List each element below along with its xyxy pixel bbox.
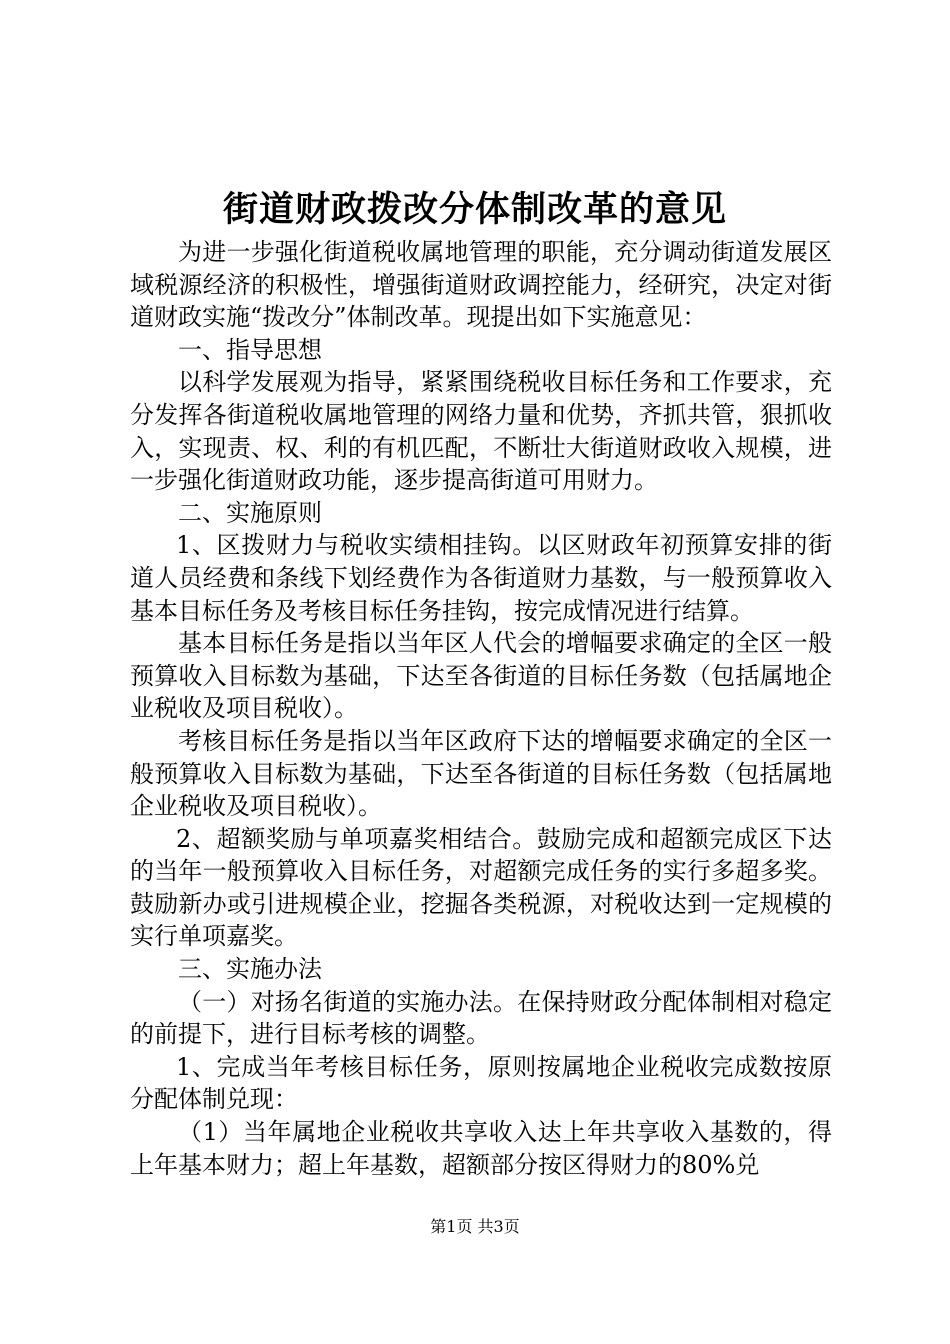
page-footer: 第1页 共3页	[430, 1217, 520, 1236]
basic-target-paragraph: 基本目标任务是指以当年区人代会的增幅要求确定的全区一般预算收入目标数为基础，下达至各街道的目标任务数（包括属地企业税收及项目税收）。	[130, 629, 832, 723]
method-1-paragraph: （一）对扬名街道的实施办法。在保持财政分配体制相对稳定的前提下，进行目标考核的调整。	[130, 987, 832, 1049]
document-body	[130, 236, 832, 1181]
section-heading-methods: 三、实施办法	[178, 955, 322, 984]
document-title: 街道财政拨改分体制改革的意见	[222, 189, 727, 230]
principle-1-paragraph: 1、区拨财力与税收实绩相挂钩。以区财政年初预算安排的街道人员经费和条线下划经费作为各街道财力基数，与一般预算收入基本目标任务及考核目标任务挂钩，按完成情况进行结算。	[130, 531, 832, 625]
principle-2-paragraph: 2、超额奖励与单项嘉奖相结合。鼓励完成和超额完成区下达的当年一般预算收入目标任务，对超额完成任务的实行多超多奖。鼓励新办或引进规模企业，挖掘各类税源，对税收达到一定规模的实行单项嘉奖。	[130, 824, 832, 951]
method-1-item-1-paragraph: 1、完成当年考核目标任务，原则按属地企业税收完成数按原分配体制兑现：	[130, 1052, 832, 1114]
section-heading-guiding-ideology: 一、指导思想	[178, 335, 322, 364]
assessment-target-paragraph: 考核目标任务是指以当年区政府下达的增幅要求确定的全区一般预算收入目标数为基础，下达至各街道的目标任务数（包括属地企业税收及项目税收）。	[130, 726, 832, 821]
method-1-item-1-sub-1-paragraph: （1）当年属地企业税收共享收入达上年共享收入基数的，得上年基本财力；超上年基数，超额部分按区得财力的80%兑	[130, 1118, 832, 1179]
guiding-ideology-paragraph: 以科学发展观为指导，紧紧围绕税收目标任务和工作要求，充分发挥各街道税收属地管理的网络力量和优势，齐抓共管，狠抓收入，实现责、权、利的有机匹配，不断壮大街道财政收入规模，进一步强化街道财政功能，逐步提高街道可用财力。	[130, 368, 832, 495]
intro-paragraph: 为进一步强化街道税收属地管理的职能，充分调动街道发展区域税源经济的积极性，增强街道财政调控能力，经研究，决定对街道财政实施“拨改分”体制改革。现提出如下实施意见：	[130, 238, 832, 332]
section-heading-principles: 二、实施原则	[178, 498, 322, 527]
